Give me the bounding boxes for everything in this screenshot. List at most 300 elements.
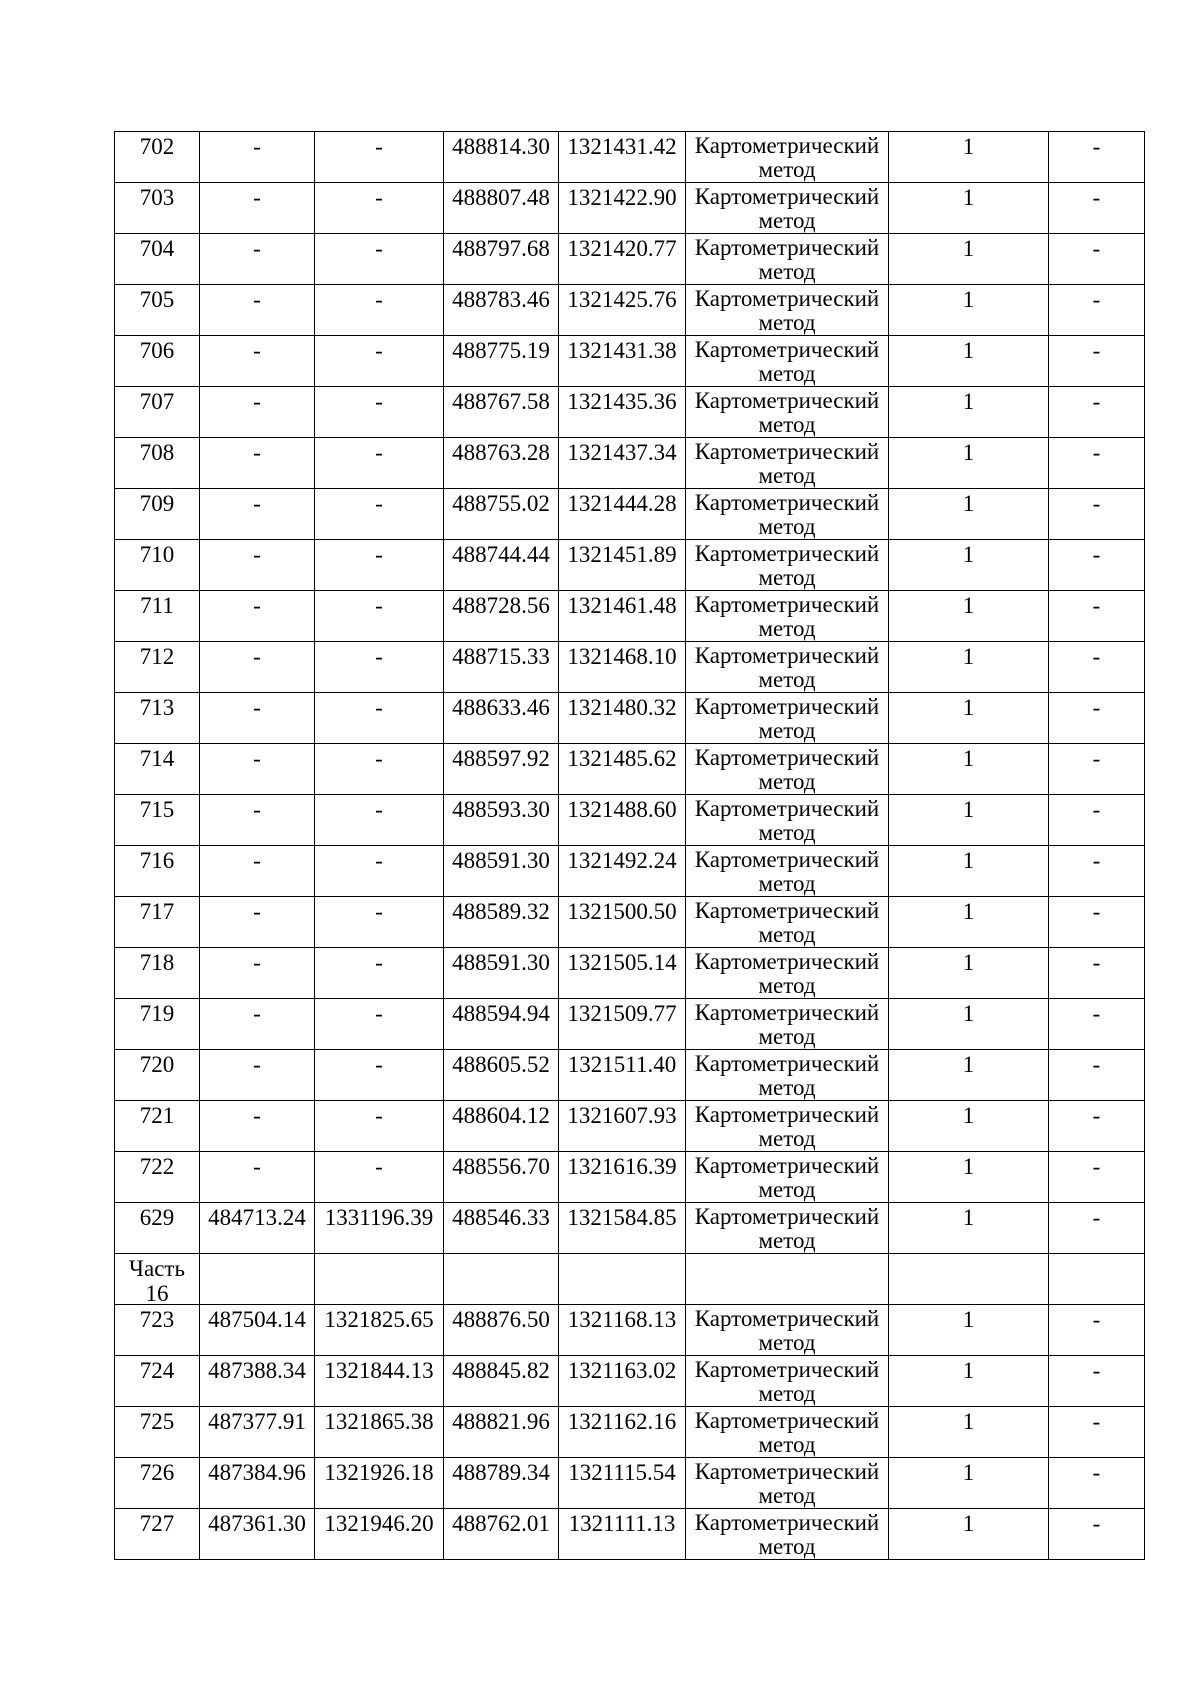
cell-text: - <box>1092 644 1101 669</box>
cell-text: 487504.14 <box>208 1307 306 1332</box>
cell-text: 1 <box>962 644 975 669</box>
cell-text: - <box>253 236 261 261</box>
old-x-cell <box>200 1050 315 1101</box>
new-x-cell <box>444 999 559 1050</box>
old-x-cell <box>200 1152 315 1203</box>
cell-text: 1321461.48 <box>567 593 677 618</box>
cell-text: 488763.28 <box>452 440 550 465</box>
new-y-cell <box>559 489 686 540</box>
method-cell <box>686 948 889 999</box>
cell-text: - <box>375 644 383 669</box>
description-cell <box>1049 1407 1145 1458</box>
method-cell <box>686 1356 889 1407</box>
cell-text: - <box>253 491 261 516</box>
cell-text: 1321162.16 <box>567 1409 677 1434</box>
point-number-cell <box>115 591 200 642</box>
cell-text: - <box>253 848 261 873</box>
new-y-cell <box>559 846 686 897</box>
new-x-cell <box>444 438 559 489</box>
cell-text: 488775.19 <box>452 338 550 363</box>
method-cell <box>686 1101 889 1152</box>
accuracy-cell <box>889 387 1049 438</box>
cell-text: 1 <box>962 1511 975 1536</box>
old-x-cell <box>200 183 315 234</box>
table-row <box>115 846 1145 897</box>
cell-text: - <box>375 593 383 618</box>
cell-text: Картометрический метод <box>694 592 880 641</box>
point-number-cell <box>115 1050 200 1101</box>
old-x-cell <box>200 234 315 285</box>
cell-text <box>1049 1254 1144 1304</box>
cell-text: 488821.96 <box>452 1409 550 1434</box>
cell-text: 488597.92 <box>452 746 550 771</box>
cell-text: Картометрический метод <box>694 1459 880 1508</box>
method-cell <box>686 1254 889 1305</box>
method-cell <box>686 693 889 744</box>
point-number-cell <box>115 1305 200 1356</box>
cell-text: 1321844.13 <box>324 1358 434 1383</box>
point-number-cell <box>115 846 200 897</box>
point-number-cell <box>115 489 200 540</box>
method-cell <box>686 336 889 387</box>
cell-text: 629 <box>139 1205 175 1230</box>
method-cell <box>686 642 889 693</box>
point-number-cell <box>115 897 200 948</box>
cell-text: - <box>1092 848 1101 873</box>
cell-text: - <box>253 389 261 414</box>
point-number-cell <box>115 438 200 489</box>
cell-text: 707 <box>139 389 175 414</box>
description-cell <box>1049 183 1145 234</box>
cell-text: 1 <box>962 746 975 771</box>
cell-text: - <box>375 1103 383 1128</box>
cell-text <box>444 1254 558 1304</box>
old-y-cell <box>315 336 444 387</box>
old-x-cell <box>200 999 315 1050</box>
cell-text: Картометрический метод <box>694 1204 880 1253</box>
cell-text: 1 <box>962 695 975 720</box>
cell-text: - <box>375 1001 383 1026</box>
new-x-cell <box>444 183 559 234</box>
point-number-cell <box>115 1101 200 1152</box>
cell-text: 1321168.13 <box>567 1307 677 1332</box>
new-x-cell <box>444 1050 559 1101</box>
cell-text: Картометрический метод <box>694 337 880 386</box>
method-cell <box>686 744 889 795</box>
cell-text: Картометрический метод <box>694 184 880 233</box>
cell-text: 488762.01 <box>452 1511 550 1536</box>
new-y-cell <box>559 591 686 642</box>
accuracy-cell <box>889 1509 1049 1560</box>
old-x-cell <box>200 1356 315 1407</box>
cell-text: 488546.33 <box>452 1205 550 1230</box>
cell-text: 1 <box>962 338 975 363</box>
point-number-cell <box>115 183 200 234</box>
accuracy-cell <box>889 642 1049 693</box>
new-y-cell <box>559 1254 686 1305</box>
cell-text: 717 <box>139 899 175 924</box>
cell-text: Картометрический метод <box>694 286 880 335</box>
table-row <box>115 1050 1145 1101</box>
accuracy-cell <box>889 438 1049 489</box>
new-y-cell <box>559 1305 686 1356</box>
method-cell <box>686 1152 889 1203</box>
old-x-cell <box>200 285 315 336</box>
new-y-cell <box>559 642 686 693</box>
old-y-cell <box>315 1050 444 1101</box>
cell-text: - <box>375 338 383 363</box>
cell-text: - <box>1092 338 1101 363</box>
cell-text: 1321485.62 <box>567 746 677 771</box>
table-row <box>115 1152 1145 1203</box>
cell-text: 722 <box>139 1154 175 1179</box>
cell-text: - <box>1092 797 1101 822</box>
cell-text: - <box>1092 1460 1101 1485</box>
cell-text: - <box>1092 593 1101 618</box>
cell-text: - <box>375 1052 383 1077</box>
old-y-cell <box>315 795 444 846</box>
point-number-cell <box>115 234 200 285</box>
cell-text: 1321500.50 <box>567 899 677 924</box>
new-x-cell <box>444 1509 559 1560</box>
description-cell <box>1049 948 1145 999</box>
description-cell <box>1049 1152 1145 1203</box>
cell-text: 487361.30 <box>208 1511 306 1536</box>
cell-text: - <box>1092 1205 1101 1230</box>
accuracy-cell <box>889 1203 1049 1254</box>
cell-text: - <box>253 1103 261 1128</box>
point-number-cell <box>115 795 200 846</box>
cell-text: Картометрический метод <box>694 1051 880 1100</box>
table-row <box>115 387 1145 438</box>
cell-text: 1321607.93 <box>567 1103 677 1128</box>
cell-text: 727 <box>139 1511 175 1536</box>
cell-text: 488728.56 <box>452 593 550 618</box>
cell-text: - <box>253 287 261 312</box>
point-number-cell <box>115 693 200 744</box>
new-y-cell <box>559 744 686 795</box>
cell-text: 488783.46 <box>452 287 550 312</box>
cell-text: 1 <box>962 1001 975 1026</box>
cell-text: 1321437.34 <box>567 440 677 465</box>
old-x-cell <box>200 744 315 795</box>
new-x-cell <box>444 591 559 642</box>
cell-text: - <box>1092 1052 1101 1077</box>
cell-text: - <box>375 899 383 924</box>
accuracy-cell <box>889 285 1049 336</box>
new-x-cell <box>444 897 559 948</box>
method-cell <box>686 795 889 846</box>
old-x-cell <box>200 795 315 846</box>
table-row <box>115 285 1145 336</box>
old-x-cell <box>200 591 315 642</box>
cell-text: 1321488.60 <box>567 797 677 822</box>
cell-text <box>559 1254 685 1304</box>
description-cell <box>1049 1356 1145 1407</box>
old-x-cell <box>200 1458 315 1509</box>
cell-text: 706 <box>139 338 175 363</box>
old-y-cell <box>315 132 444 183</box>
new-y-cell <box>559 540 686 591</box>
cell-text: 1321420.77 <box>567 236 677 261</box>
cell-text: 1321431.38 <box>567 338 677 363</box>
cell-text: - <box>1092 440 1101 465</box>
cell-text: 1321115.54 <box>568 1460 676 1485</box>
method-cell <box>686 1203 889 1254</box>
cell-text: 715 <box>139 797 175 822</box>
point-number-cell <box>115 1152 200 1203</box>
cell-text: Картометрический метод <box>694 541 880 590</box>
cell-text: 488591.30 <box>452 848 550 873</box>
table-row <box>115 1458 1145 1509</box>
table-row <box>115 183 1145 234</box>
accuracy-cell <box>889 948 1049 999</box>
old-x-cell <box>200 132 315 183</box>
old-y-cell <box>315 183 444 234</box>
new-y-cell <box>559 1203 686 1254</box>
section-label-cell <box>115 1254 200 1305</box>
cell-text: - <box>375 746 383 771</box>
new-y-cell <box>559 1356 686 1407</box>
cell-text: 488593.30 <box>452 797 550 822</box>
old-y-cell <box>315 1254 444 1305</box>
point-number-cell <box>115 387 200 438</box>
old-y-cell <box>315 1203 444 1254</box>
cell-text: Картометрический метод <box>694 1306 880 1355</box>
cell-text: Картометрический метод <box>694 133 880 182</box>
new-y-cell <box>559 1509 686 1560</box>
table-row <box>115 795 1145 846</box>
cell-text: - <box>253 542 261 567</box>
cell-text: 488755.02 <box>452 491 550 516</box>
cell-text: 1321435.36 <box>567 389 677 414</box>
cell-text: - <box>253 695 261 720</box>
cell-text: - <box>1092 746 1101 771</box>
cell-text: - <box>375 440 383 465</box>
cell-text: 1321492.24 <box>567 848 677 873</box>
cell-text: - <box>1092 185 1101 210</box>
cell-text: 721 <box>139 1103 175 1128</box>
old-y-cell <box>315 1305 444 1356</box>
description-cell <box>1049 1305 1145 1356</box>
cell-text: Картометрический метод <box>694 1357 880 1406</box>
cell-text: 709 <box>139 491 175 516</box>
cell-text: 1 <box>962 1103 975 1128</box>
method-cell <box>686 1305 889 1356</box>
method-cell <box>686 846 889 897</box>
old-y-cell <box>315 234 444 285</box>
cell-text: 1 <box>962 542 975 567</box>
accuracy-cell <box>889 693 1049 744</box>
old-x-cell <box>200 1509 315 1560</box>
cell-text: - <box>253 1154 261 1179</box>
point-number-cell <box>115 948 200 999</box>
point-number-cell <box>115 642 200 693</box>
method-cell <box>686 183 889 234</box>
new-y-cell <box>559 234 686 285</box>
cell-text: 720 <box>139 1052 175 1077</box>
old-y-cell <box>315 591 444 642</box>
point-number-cell <box>115 285 200 336</box>
point-number-cell <box>115 1356 200 1407</box>
method-cell <box>686 540 889 591</box>
old-y-cell <box>315 1152 444 1203</box>
cell-text: Картометрический метод <box>694 1102 880 1151</box>
new-x-cell <box>444 336 559 387</box>
old-y-cell <box>315 897 444 948</box>
old-y-cell <box>315 999 444 1050</box>
cell-text: - <box>253 644 261 669</box>
old-x-cell <box>200 540 315 591</box>
cell-text: - <box>253 593 261 618</box>
table-row <box>115 540 1145 591</box>
old-x-cell <box>200 1101 315 1152</box>
cell-text: Картометрический метод <box>694 745 880 794</box>
description-cell <box>1049 591 1145 642</box>
cell-text: 488744.44 <box>452 542 550 567</box>
cell-text: 488589.32 <box>452 899 550 924</box>
old-x-cell <box>200 693 315 744</box>
new-x-cell <box>444 1254 559 1305</box>
cell-text: 1 <box>962 1460 975 1485</box>
cell-text: 1 <box>962 1154 975 1179</box>
cell-text: - <box>1092 950 1101 975</box>
cell-text: - <box>253 797 261 822</box>
method-cell <box>686 1050 889 1101</box>
accuracy-cell <box>889 1050 1049 1101</box>
cell-text: Картометрический метод <box>694 439 880 488</box>
accuracy-cell <box>889 336 1049 387</box>
cell-text: - <box>375 695 383 720</box>
table-row <box>115 999 1145 1050</box>
cell-text: 1321926.18 <box>324 1460 434 1485</box>
cell-text: 488845.82 <box>452 1358 550 1383</box>
point-number-cell <box>115 999 200 1050</box>
cell-text: 1 <box>962 134 975 159</box>
cell-text: - <box>375 389 383 414</box>
cell-text: 724 <box>139 1358 175 1383</box>
new-x-cell <box>444 1356 559 1407</box>
cell-text: 1321422.90 <box>567 185 677 210</box>
accuracy-cell <box>889 795 1049 846</box>
cell-text: 704 <box>139 236 175 261</box>
description-cell <box>1049 438 1145 489</box>
cell-text: 488591.30 <box>452 950 550 975</box>
table-row <box>115 1407 1145 1458</box>
old-x-cell <box>200 1254 315 1305</box>
cell-text: 1 <box>962 848 975 873</box>
cell-text: 1321444.28 <box>567 491 677 516</box>
new-y-cell <box>559 948 686 999</box>
cell-text: 702 <box>139 134 175 159</box>
old-y-cell <box>315 540 444 591</box>
cell-text: - <box>375 236 383 261</box>
cell-text: 1 <box>962 185 975 210</box>
cell-text: 719 <box>139 1001 175 1026</box>
accuracy-cell <box>889 744 1049 795</box>
cell-text: - <box>253 338 261 363</box>
new-y-cell <box>559 387 686 438</box>
cell-text: 710 <box>139 542 175 567</box>
cell-text: Картометрический метод <box>694 1153 880 1202</box>
cell-text: Картометрический метод <box>694 694 880 743</box>
old-x-cell <box>200 489 315 540</box>
method-cell <box>686 897 889 948</box>
old-x-cell <box>200 642 315 693</box>
accuracy-cell <box>889 1254 1049 1305</box>
description-cell <box>1049 1050 1145 1101</box>
description-cell <box>1049 132 1145 183</box>
old-x-cell <box>200 1407 315 1458</box>
cell-text: 723 <box>139 1307 175 1332</box>
cell-text: - <box>253 440 261 465</box>
cell-text: 1 <box>962 899 975 924</box>
cell-text: - <box>1092 1307 1101 1332</box>
old-x-cell <box>200 1305 315 1356</box>
cell-text: 1 <box>962 797 975 822</box>
description-cell <box>1049 1509 1145 1560</box>
cell-text: - <box>253 1001 261 1026</box>
new-y-cell <box>559 999 686 1050</box>
cell-text: - <box>253 899 261 924</box>
description-cell <box>1049 999 1145 1050</box>
description-cell <box>1049 897 1145 948</box>
table-row <box>115 1203 1145 1254</box>
new-y-cell <box>559 1152 686 1203</box>
cell-text: - <box>1092 134 1101 159</box>
cell-text: 1321865.38 <box>324 1409 434 1434</box>
cell-text: 1 <box>962 950 975 975</box>
cell-text: - <box>375 185 383 210</box>
cell-text: - <box>375 542 383 567</box>
old-x-cell <box>200 438 315 489</box>
accuracy-cell <box>889 999 1049 1050</box>
old-y-cell <box>315 744 444 795</box>
new-y-cell <box>559 897 686 948</box>
cell-text: 1 <box>962 593 975 618</box>
table-row <box>115 948 1145 999</box>
old-y-cell <box>315 642 444 693</box>
description-cell <box>1049 693 1145 744</box>
cell-text: 1321451.89 <box>567 542 677 567</box>
new-x-cell <box>444 1101 559 1152</box>
cell-text: - <box>375 950 383 975</box>
cell-text: 716 <box>139 848 175 873</box>
cell-text: - <box>375 491 383 516</box>
new-y-cell <box>559 693 686 744</box>
cell-text: 1 <box>962 1409 975 1434</box>
cell-text: - <box>1092 542 1101 567</box>
table-row <box>115 897 1145 948</box>
cell-text: 488556.70 <box>452 1154 550 1179</box>
method-cell <box>686 489 889 540</box>
cell-text: Картометрический метод <box>694 898 880 947</box>
table-row <box>115 438 1145 489</box>
cell-text: - <box>253 1052 261 1077</box>
description-cell <box>1049 336 1145 387</box>
cell-text: - <box>375 848 383 873</box>
old-x-cell <box>200 387 315 438</box>
cell-text: 488814.30 <box>452 134 550 159</box>
cell-text: - <box>375 134 383 159</box>
table-row <box>115 744 1145 795</box>
point-number-cell <box>115 1509 200 1560</box>
new-y-cell <box>559 336 686 387</box>
cell-text: 726 <box>139 1460 175 1485</box>
cell-text: 1 <box>962 491 975 516</box>
accuracy-cell <box>889 132 1049 183</box>
method-cell <box>686 132 889 183</box>
